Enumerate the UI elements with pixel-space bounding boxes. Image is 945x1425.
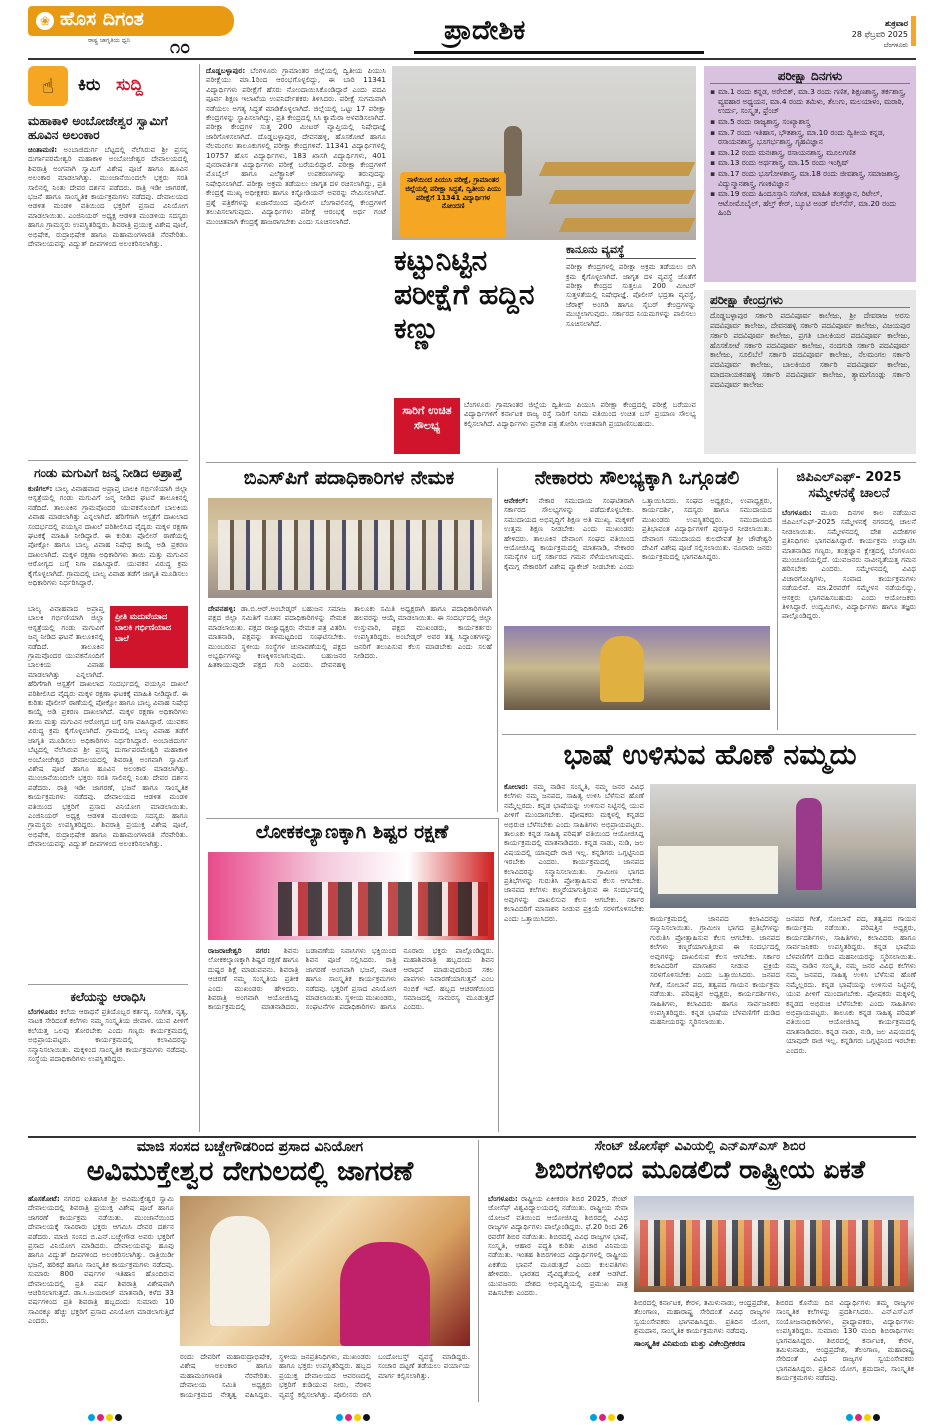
kirusuddi-label bbox=[28, 66, 190, 106]
centres-title: ಪರೀಕ್ಷಾ ಕೇಂದ್ರಗಳು bbox=[710, 294, 910, 308]
nss-story bbox=[484, 1140, 916, 1402]
kirusuddi-item-3 bbox=[28, 990, 188, 1127]
photo-idol bbox=[600, 636, 644, 702]
temple-body-2 bbox=[180, 1352, 470, 1402]
gpl-headline: ಜಿಪಿಎಲ್‌ಎಫ್- 2025 ಸಮ್ಮೇಳನಕ್ಕೆ ಚಾಲನೆ bbox=[796, 470, 902, 501]
registration-marks bbox=[336, 1406, 372, 1425]
exam-dates-box bbox=[704, 66, 916, 282]
dates-title: ಪರೀಕ್ಷಾ ದಿನಗಳು bbox=[710, 70, 910, 84]
day: ಶುಕ್ರವಾರ bbox=[884, 19, 908, 28]
column-rule bbox=[498, 818, 499, 1132]
kirusuddi-item-1 bbox=[28, 114, 188, 459]
list-item: ▪ ಮಾ.12 ರಂದು ಮನಃಶಾಸ್ತ್ರ, ರಸಾಯನಶಾಸ್ತ್ರ, ಮೂಲಗಣಿತ bbox=[710, 148, 910, 158]
temple-text: ಹಬ್ಬದ ಪ್ರಯುಕ್ತ ದೇವಾಲಯದ ಆವರಣದಲ್ಲಿ ಭಕ್ತರಿಗೆ ಕುಡಿಯುವ ನೀರು, ನೆರಳಿನ ವ್ಯವಸ್ಥೆ ಕಲ್ಪಿಸಲಾಗಿತ್ತು. ಪೊಲೀಸರು ಬಿಗಿ ಬಂದೋಬಸ್ತ್ ವ್ಯವಸ್ಥೆ ಮಾಡಿದ್ದರು. ಸಂಚಾರ ದಟ್ಟಣೆ ತಡೆಯಲು ಪರ್ಯಾಯ ಮಾರ್ಗ ಕಲ್ಪಿಸಲಾಗಿತ್ತು. bbox=[279, 1352, 470, 1399]
registration-marks bbox=[590, 1406, 626, 1425]
bhashe-headline: ಭಾಷೆ ಉಳಿಸುವ ಹೊಣೆ ನಮ್ಮದು bbox=[563, 738, 857, 771]
bsp-body bbox=[208, 604, 492, 812]
suddi-label: ಸುದ್ದಿ bbox=[116, 75, 143, 95]
photo-person bbox=[504, 126, 522, 196]
nss-text: ಶಿಬಿರದಲ್ಲಿ ಕರ್ನಾಟಕ, ಕೇರಳ, ತಮಿಳುನಾಡು, ಆಂಧ್ರಪ್ರದೇಶ, ತೆಲಂಗಾಣ, ಮಹಾರಾಷ್ಟ್ರ ಸೇರಿದಂತೆ ವಿವಿಧ ರಾಜ್ಯಗಳ ಸ್ವಯಂಸೇವಕರು ಭಾಗವಹಿಸಿದ್ದರು. ಪ್ರತಿದಿನ ಯೋಗ, ಶ್ರಮದಾನ, ಸಾಂಸ್ಕೃತಿಕ ಕಾರ್ಯಕ್ರಮಗಳು ನಡೆದವು. bbox=[634, 1298, 770, 1336]
brand-tagline: ರಾಷ್ಟ್ರ ಜಾಗೃತಿಯ ಧ್ವನಿ bbox=[88, 37, 131, 44]
row-rule bbox=[502, 734, 916, 735]
page-number: ೧೦ bbox=[170, 37, 191, 58]
nss-text: ಶಿಬಿರದಲ್ಲಿ ಕರ್ನಾಟಕ, ಕೇರಳ, ತಮಿಳುನಾಡು, ಆಂಧ್ರಪ್ರದೇಶ, ತೆಲಂಗಾಣ, ಮಹಾರಾಷ್ಟ್ರ ಸೇರಿದಂತೆ ವಿವಿಧ ರಾಜ್ಯಗಳ ಸ್ವಯಂಸೇವಕರು ಭಾಗವಹಿಸಿದ್ದರು. ಪ್ರತಿದಿನ ಯೋಗ, ಶ್ರಮದಾನ, ಸಾಂಸ್ಕೃತಿಕ ಕಾರ್ಯಕ್ರಮಗಳು ನಡೆದವು. bbox=[776, 1335, 914, 1383]
temple-story bbox=[28, 1140, 472, 1402]
dateline: ಕುಣಿಗಲ್: bbox=[28, 484, 53, 493]
weaver-photo bbox=[504, 626, 770, 710]
bhashe-body-3 bbox=[786, 914, 916, 1132]
exam-body-3: ಬೆಂಗಳೂರು ಗ್ರಾಮಾಂತರ ಜಿಲ್ಲೆಯ ದ್ವಿತೀಯ ಪಿಯುಸಿ ಪರೀಕ್ಷಾ ಕೇಂದ್ರದಲ್ಲಿ ಪರೀಕ್ಷೆ ಬರೆಯುವ ವಿದ್ಯಾರ್ಥಿಗಳಿಗೆ ಕರ್ನಾಟಕ ರಾಜ್ಯ ರಸ್ತೆ ಸಾರಿಗೆ ನಿಗಮ ವತಿಯಿಂದ ಉಚಿತ ಬಸ್ ಪ್ರಯಾಣ ಸೌಲಭ್ಯ ಕಲ್ಪಿಸಲಾಗಿದೆ. ವಿದ್ಯಾರ್ಥಿಗಳು ಪ್ರವೇಶ ಪತ್ರ ತೋರಿಸಿ ಉಚಿತವಾಗಿ ಪ್ರಯಾಣಿಸಬಹುದು. bbox=[464, 400, 696, 428]
nss-headline: ಶಿಬಿರಗಳಿಂದ ಮೂಡಲಿದೆ ರಾಷ್ಟ್ರೀಯ ಏಕತೆ bbox=[534, 1155, 866, 1185]
section-title: ಪ್ರಾದೇಶಿಕ bbox=[444, 15, 526, 46]
law-title: ಕಾನೂನು ವ್ಯವಸ್ಥೆ bbox=[566, 244, 696, 259]
photo-caption bbox=[400, 172, 506, 238]
photo-people bbox=[218, 520, 482, 590]
date-block bbox=[814, 18, 908, 51]
color-tab bbox=[911, 16, 916, 46]
date: 28 ಫೆಬ್ರವರಿ 2025 bbox=[851, 30, 908, 39]
column-rule bbox=[199, 64, 200, 1132]
exam-body-1 bbox=[206, 66, 386, 454]
item-text: ಅಂಬಾಜಿದುರ್ಗ ಬೆಟ್ಟದಲ್ಲಿ ನೆಲೆಸಿರುವ ಶ್ರೀ ಪ್ರಸನ್ನ ದುರ್ಗಾಪರಮೇಶ್ವರಿ ಮಹಾಕಾಳಿ ಅಂಬೋಜೇಶ್ವರ ದೇವಾಲಯದಲ್ಲಿ ಶಿವರಾತ್ರಿ ಅಂಗವಾಗಿ ಸ್ವಾಮಿಗೆ ವಿಶೇಷ ಪೂಜೆ ಹಾಗೂ ಹೂವಿನ ಅಲಂಕಾರ ಮಾಡಲಾಗಿತ್ತು. ಮುಂಜಾನೆಯಿಂದಲೇ ಭಕ್ತರು ಸರತಿ ಸಾಲಿನಲ್ಲಿ ನಿಂತು ದೇವರ ದರ್ಶನ ಪಡೆದರು. ರಾತ್ರಿ ಇಡೀ ಜಾಗರಣೆ, ಭಜನೆ ಹಾಗೂ ಸಾಂಸ್ಕೃತಿಕ ಕಾರ್ಯಕ್ರಮಗಳು ನಡೆದವು. ದೇವಾಲಯದ ಆಡಳಿತ ಮಂಡಳಿ ವತಿಯಿಂದ ಭಕ್ತರಿಗೆ ಪ್ರಸಾದ ವಿನಿಯೋಗ ಮಾಡಲಾಯಿತು. ಎಂಜಿನಿಯರ್ ಅಧ್ಯಕ್ಷ ಆಡಳಿತ ಮಂಡಳಿಯ ಸದಸ್ಯರು ಹಾಗೂ ಗ್ರಾಮಸ್ಥರು ಉಪಸ್ಥಿತರಿದ್ದರು. ಶಿವರಾತ್ರಿ ಪ್ರಯುಕ್ತ ವಿಶೇಷ ಪೂಜೆ, ಅಭಿಷೇಕ, ರುದ್ರಾಭಿಷೇಕ ಹಾಗೂ ಮಹಾಮಂಗಳಾರತಿ ನೆರವೇರಿತು. ದೇವಾಲಯವನ್ನು ವಿದ್ಯುತ್ ದೀಪಗಳಿಂದ ಅಲಂಕರಿಸಲಾಗಿತ್ತು. bbox=[28, 735, 188, 849]
bhashe-text: ಜನಪದ ಗೀತೆ, ಸೋಬಾನೆ ಪದ, ತತ್ವಪದ ಗಾಯನ ಕಾರ್ಯಕ್ರಮ ನಡೆಯಿತು. ಪರಿಷತ್ತಿನ ಅಧ್ಯಕ್ಷರು, ಕಾರ್ಯದರ್ಶಿಗಳು, ಸಾಹಿತಿಗಳು, ಕಲಾವಿದರು ಹಾಗೂ ಸಾರ್ವಜನಿಕರು ಉಪಸ್ಥಿತರಿದ್ದರು. ಕನ್ನಡ ಭಾಷೆಯ ಬೆಳವಣಿಗೆಗೆ ದುಡಿದ ಮಹನೀಯರನ್ನು ಸ್ಮರಿಸಲಾಯಿತು. bbox=[650, 970, 780, 1027]
item-text: ಕಲೆಯ ಆರಾಧನೆ ಪ್ರತಿಯೊಬ್ಬರ ಕರ್ತವ್ಯ. ಸಂಗೀತ, ನೃತ್ಯ, ನಾಟಕ ಸೇರಿದಂತೆ ಕಲೆಗಳು ನಮ್ಮ ಸಂಸ್ಕೃತಿಯ ಜೀವಾಳ. ಯುವ ಪೀಳಿಗೆ ಕಲೆಯತ್ತ ಒಲವು ತೋರಬೇಕು ಎಂದು ಗಣ್ಯರು ಕಾರ್ಯಕ್ರಮದಲ್ಲಿ ಅಭಿಪ್ರಾಯಪಟ್ಟರು. ಕಾರ್ಯಕ್ರಮದಲ್ಲಿ ಕಲಾವಿದರನ್ನು ಸನ್ಮಾನಿಸಲಾಯಿತು. ಮಕ್ಕಳಿಂದ ಸಾಂಸ್ಕೃತಿಕ ಕಾರ್ಯಕ್ರಮಗಳು ನಡೆದವು. ಸಂಸ್ಥೆಯ ಪದಾಧಿಕಾರಿಗಳು ಉಪಸ್ಥಿತರಿದ್ದರು. bbox=[28, 1007, 188, 1064]
photo-students bbox=[640, 1220, 908, 1286]
list-item: ▪ ಮಾ.5 ರಂದು ರಾಜ್ಯಶಾಸ್ತ್ರ, ಸಂಖ್ಯಾಶಾಸ್ತ್ರ bbox=[710, 117, 910, 127]
loka-headline: ಲೋಕಕಲ್ಯಾಣಕ್ಕಾಗಿ ಶಿಷ್ಟರ ರಕ್ಷಣೆ bbox=[255, 821, 449, 843]
photo-person bbox=[210, 1216, 270, 1326]
gpl-body bbox=[782, 508, 916, 730]
city: ಬೆಂಗಳೂರು bbox=[883, 41, 908, 49]
temple-photo bbox=[180, 1196, 470, 1346]
photo-dais bbox=[658, 846, 778, 894]
photo-desk bbox=[559, 218, 696, 232]
loka-photo bbox=[208, 852, 494, 940]
nss-subhead: ಸಾಂಸ್ಕೃತಿಕ ವಿನಿಮಯ ಮತ್ತು ವಿಕೇಂದ್ರೀಕರಣ bbox=[634, 1338, 746, 1348]
list-item: ▪ ಮಾ.17 ರಂದು ಭೂಗೋಳಶಾಸ್ತ್ರ, ಮಾ.18 ರಂದು ಜೀವಶಾಸ್ತ್ರ, ಸಮಾಜಶಾಸ್ತ್ರ, ವಿದ್ಯುನ್ಮಾನಶಾಸ್ತ್ರ, ಗಣಕವಿಜ್ಞಾನ bbox=[710, 169, 910, 188]
bsp-group-photo bbox=[208, 498, 492, 598]
pull-quote bbox=[110, 606, 188, 668]
row-rule bbox=[28, 1136, 916, 1138]
registration-marks bbox=[846, 1406, 882, 1425]
kiru-label: ಕಿರು bbox=[78, 75, 101, 95]
row-rule bbox=[206, 818, 498, 819]
caption-text: ನಾಳೆಯಿಂದ ಪಿಯುಸಿ ಪರೀಕ್ಷೆ, ಗ್ರಾಮಾಂತರ ಜಿಲ್ಲೆಯಲ್ಲಿ ಪರೀಕ್ಷಾ ಸಿದ್ಧತೆ, ದ್ವಿತೀಯ ಪಿಯು ಪರೀಕ್ಷೆಗೆ 11341 ವಿದ್ಯಾರ್ಥಿಗಳ ನೋಂದಣಿ bbox=[405, 176, 501, 211]
exam-hall-photo bbox=[392, 66, 696, 240]
divider bbox=[28, 984, 188, 985]
nss-text: ರಾಷ್ಟ್ರೀಯ ಏಕೀಕರಣ ಶಿಬಿರ 2025, ಸೇಂಟ್ ಜೋಸೆಫ್ ವಿಶ್ವವಿದ್ಯಾಲಯದಲ್ಲಿ ನಡೆಯಿತು. ರಾಷ್ಟ್ರೀಯ ಸೇವಾ ಯೋಜನೆ ವತಿಯಿಂದ ಆಯೋಜಿಸಿದ್ದ ಶಿಬಿರದಲ್ಲಿ ವಿವಿಧ ರಾಜ್ಯಗಳ ವಿದ್ಯಾರ್ಥಿಗಳು ಪಾಲ್ಗೊಂಡಿದ್ದರು. ಫೆ.20 ರಿಂದ 26 ರವರೆಗೆ ಶಿಬಿರ ನಡೆಯಿತು. ಶಿಬಿರದಲ್ಲಿ ವಿವಿಧ ರಾಜ್ಯಗಳ ಭಾಷೆ, ಸಂಸ್ಕೃತಿ, ಆಹಾರ ಪದ್ಧತಿ ಕುರಿತು ವಿಚಾರ ವಿನಿಮಯ ನಡೆಯಿತು. ಇಂತಹ ಶಿಬಿರಗಳಿಂದ ವಿದ್ಯಾರ್ಥಿಗಳಲ್ಲಿ ರಾಷ್ಟ್ರೀಯ ಏಕತೆಯ ಭಾವನೆ ಮೂಡುತ್ತದೆ ಎಂದು ಕುಲಪತಿಗಳು ಹೇಳಿದರು. ಭಾರತದ ವೈವಿಧ್ಯತೆಯಲ್ಲಿ ಏಕತೆ ಅಡಗಿದೆ. ಯುವಜನರು ದೇಶದ ಅಭಿವೃದ್ಧಿಯಲ್ಲಿ ಪ್ರಮುಖ ಪಾತ್ರ ವಹಿಸಬೇಕು ಎಂದರು. bbox=[488, 1194, 628, 1298]
masthead-rule bbox=[28, 58, 916, 60]
bhashe-body-2 bbox=[650, 914, 780, 1132]
bsp-text: ಡಾ.ಬಿ.ಆರ್.ಅಂಬೇಡ್ಕರ್ ಬಹುಜನ ಸಮಾಜ ಪಕ್ಷದ ಜಿಲ್ಲಾ ಸಮಿತಿಗೆ ನೂತನ ಪದಾಧಿಕಾರಿಗಳನ್ನು ನೇಮಕ ಮಾಡಲಾಯಿತು. ಪಕ್ಷದ ರಾಜ್ಯಾಧ್ಯಕ್ಷರು ನೇಮಕ ಪತ್ರ ವಿತರಿಸಿ ಮಾತನಾಡಿ, ಪಕ್ಷವನ್ನು ತಳಮಟ್ಟದಿಂದ ಸಂಘಟಿಸಬೇಕು. ಮುಂಬರುವ ಸ್ಥಳೀಯ ಸಂಸ್ಥೆಗಳ ಚುನಾವಣೆಯಲ್ಲಿ ಪಕ್ಷದ ಅಭ್ಯರ್ಥಿಗಳನ್ನು ಕಣಕ್ಕಿಳಿಸಲಾಗುವುದು. ಬಹುಜನರ ಹಿತಕಾಯುವುದೇ ಪಕ್ಷದ ಗುರಿ ಎಂದರು. ದೇವನಹಳ್ಳಿ ತಾಲೂಕು ಸಮಿತಿ ಅಧ್ಯಕ್ಷರಾಗಿ ಹಾಗೂ ಪದಾಧಿಕಾರಿಗಳಾಗಿ ಹಲವರನ್ನು ಆಯ್ಕೆ ಮಾಡಲಾಯಿತು. ಈ ಸಂದರ್ಭದಲ್ಲಿ ಜಿಲ್ಲಾ ಉಸ್ತುವಾರಿ, ಪಕ್ಷದ ಮುಖಂಡರು, ಕಾರ್ಯಕರ್ತರು ಉಪಸ್ಥಿತರಿದ್ದರು. ಅಂಬೇಡ್ಕರ್ ಅವರ ತತ್ವ ಸಿದ್ಧಾಂತಗಳನ್ನು ಜನರಿಗೆ ತಲುಪಿಸುವ ಕೆಲಸ ಮಾಡಬೇಕು ಎಂದು ಸಲಹೆ ನೀಡಿದರು. bbox=[208, 604, 492, 670]
registration-marks bbox=[88, 1406, 124, 1425]
weaver-text: ಸಂಘದ ಅಧ್ಯಕ್ಷರು, ಉಪಾಧ್ಯಕ್ಷರು, ಕಾರ್ಯದರ್ಶಿ, ಸದಸ್ಯರು ಹಾಗೂ ಸಮುದಾಯದ ಮುಖಂಡರು ಉಪಸ್ಥಿತರಿದ್ದರು. ಸಮುದಾಯದ ಪ್ರತಿಭಾವಂತ ವಿದ್ಯಾರ್ಥಿಗಳಿಗೆ ಪುರಸ್ಕಾರ ನೀಡಲಾಯಿತು. ದೇವಾಂಗ ಸಮುದಾಯದ ಕುಲದೇವತೆ ಶ್ರೀ ಚೌಡೇಶ್ವರಿ ದೇವಿಗೆ ವಿಶೇಷ ಪೂಜೆ ಸಲ್ಲಿಸಲಾಯಿತು. ನೂರಾರು ಜನರು ಕಾರ್ಯಕ್ರಮದಲ್ಲಿ ಭಾಗವಹಿಸಿದ್ದರು. bbox=[642, 496, 772, 562]
dates-list bbox=[710, 87, 910, 218]
list-item: ▪ ಮಾ.13 ರಂದು ಅರ್ಥಶಾಸ್ತ್ರ, ಮಾ.15 ರಂದು ಇಂಗ್ಲಿಷ್ bbox=[710, 158, 910, 168]
item-body bbox=[28, 1007, 188, 1127]
dateline: ಬೆಂಗಳೂರು: bbox=[488, 1194, 518, 1203]
nss-body-2 bbox=[634, 1298, 770, 1402]
dateline: ಆನೇಕಲ್: bbox=[504, 496, 529, 505]
item-text: ಬಾಲ್ಯ ವಿವಾಹವಾದ ಅಪ್ರಾಪ್ತ ಬಾಲಕಿ ಗರ್ಭಿಣಿಯಾಗಿ ಜಿಲ್ಲಾ ಆಸ್ಪತ್ರೆಯಲ್ಲಿ ಗಂಡು ಮಗುವಿಗೆ ಜನ್ಮ ನೀಡಿದ ಘಟನೆ ತಾಲೂಕಿನಲ್ಲಿ ನಡೆದಿದೆ. ತಾಲೂಕಿನ ಗ್ರಾಮವೊಂದರ ಯುವಕನೊಂದಿಗೆ ಬಾಲಕಿಯ ವಿವಾಹ ಮಾಡಲಾಗಿತ್ತು ಎನ್ನಲಾಗಿದೆ. ಹೆರಿಗೆಗಾಗಿ ಆಸ್ಪತ್ರೆಗೆ ದಾಖಲಾದ ಸಂದರ್ಭದಲ್ಲಿ ವಯಸ್ಸಿನ ದಾಖಲೆ ಪರಿಶೀಲಿಸಿದ ವೈದ್ಯರು ಮಕ್ಕಳ ರಕ್ಷಣಾ ಘಟಕಕ್ಕೆ ಮಾಹಿತಿ ನೀಡಿದ್ದಾರೆ. ಈ ಕುರಿತು ಪೊಲೀಸ್ ಠಾಣೆಯಲ್ಲಿ ಪೋಕ್ಸೋ ಹಾಗೂ ಬಾಲ್ಯ ವಿವಾಹ ನಿಷೇಧ ಕಾಯ್ದೆ ಅಡಿ ಪ್ರಕರಣ ದಾಖಲಾಗಿದೆ. ಮಕ್ಕಳ ರಕ್ಷಣಾ ಅಧಿಕಾರಿಗಳು ತಾಯಿ ಮತ್ತು ಮಗುವಿನ ಆರೋಗ್ಯದ ಬಗ್ಗೆ ನಿಗಾ ವಹಿಸಿದ್ದಾರೆ. ಯುವಕನ ವಿರುದ್ಧ ಕ್ರಮ ಕೈಗೊಳ್ಳಲಾಗಿದೆ. ಗ್ರಾಮದಲ್ಲಿ ಬಾಲ್ಯ ವಿವಾಹ ತಡೆಗೆ ಜಾಗೃತಿ ಮೂಡಿಸಲು ಅಧಿಕಾರಿಗಳು ನಿರ್ಧರಿಸಿದ್ದಾರೆ. bbox=[28, 484, 188, 588]
bhashe-text: ಕಾರ್ಯಕ್ರಮದಲ್ಲಿ ಜಾನಪದ ಕಲಾವಿದರನ್ನು ಸನ್ಮಾನಿಸಲಾಯಿತು. ಗ್ರಾಮೀಣ ಭಾಗದ ಪ್ರತಿಭೆಗಳನ್ನು ಗುರುತಿಸಿ ಪ್ರೋತ್ಸಾಹಿಸುವ ಕೆಲಸ ಆಗಬೇಕು. ಜಾನಪದ ಕಲೆಗಳು ಕಣ್ಮರೆಯಾಗುತ್ತಿರುವ ಈ ಸಂದರ್ಭದಲ್ಲಿ ಅವುಗಳನ್ನು ದಾಖಲಿಸುವ ಕೆಲಸ ಆಗಬೇಕು. ಸರ್ಕಾರ ಕಲಾವಿದರಿಗೆ ಮಾಸಾಶನ ನೀಡುವ ಪ್ರಕ್ರಿಯೆ ಸರಳಗೊಳಿಸಬೇಕು ಎಂದು ಒತ್ತಾಯಿಸಿದರು. bbox=[504, 857, 644, 923]
item-title: ಗಂಡು ಮಗುವಿಗೆ ಜನ್ಮ ನೀಡಿದ ಅಪ್ರಾಪ್ತೆ bbox=[34, 466, 182, 480]
kirusuddi-column bbox=[28, 64, 194, 1132]
loka-body bbox=[208, 946, 494, 1132]
bhashe-photo bbox=[650, 784, 916, 908]
finger-icon: ☝ bbox=[28, 66, 68, 106]
bsp-headline: ಬಿಎಸ್‌ಪಿಗೆ ಪದಾಧಿಕಾರಿಗಳ ನೇಮಕ bbox=[243, 467, 455, 489]
temple-body-1 bbox=[28, 1194, 174, 1402]
gpl-text: ಮೂರು ದಿನಗಳ ಕಾಲ ನಡೆಯುವ ಜಿಪಿಎಲ್‌ಎಫ್-2025 ಸಮ್ಮೇಳನಕ್ಕೆ ನಗರದಲ್ಲಿ ಚಾಲನೆ ನೀಡಲಾಯಿತು. ಸಮ್ಮೇಳನದಲ್ಲಿ ದೇಶ ವಿದೇಶಗಳ ಪ್ರತಿನಿಧಿಗಳು ಭಾಗವಹಿಸಿದ್ದಾರೆ. ಕಾರ್ಯಕ್ರಮ ಉದ್ಘಾಟಿಸಿ ಮಾತನಾಡಿದ ಗಣ್ಯರು, ತಂತ್ರಜ್ಞಾನ ಕ್ಷೇತ್ರದಲ್ಲಿ ಬೆಂಗಳೂರು ಮುಂಚೂಣಿಯಲ್ಲಿದೆ. ಯುವಜನರು ನಾವೀನ್ಯತೆಯತ್ತ ಗಮನ ಹರಿಸಬೇಕು ಎಂದರು. ಸಮ್ಮೇಳನದಲ್ಲಿ ವಿವಿಧ ವಿಚಾರಗೋಷ್ಠಿಗಳು, ಸಂವಾದ ಕಾರ್ಯಕ್ರಮಗಳು ನಡೆಯಲಿವೆ. ಮಾ.2ರವರೆಗೆ ಸಮ್ಮೇಳನ ನಡೆಯಲಿದ್ದು, ಆಸಕ್ತರು ಭಾಗವಹಿಸಬಹುದು ಎಂದು ಆಯೋಜಕರು ತಿಳಿಸಿದ್ದಾರೆ. ಉದ್ಯಮಿಗಳು, ವಿದ್ಯಾರ್ಥಿಗಳು ಹಾಗೂ ತಜ್ಞರು ಪಾಲ್ಗೊಂಡಿದ್ದರು. bbox=[782, 508, 916, 621]
photo-desk bbox=[539, 162, 696, 176]
pull-text: ಪ್ರೀತಿ ಮದುವೆಯಾದ ಬಾಲಕಿ ಗರ್ಭಿಣಿಯಾದ ಬಾಲೆ bbox=[115, 612, 172, 643]
dateline: ಕೋಲಾರ: bbox=[504, 782, 529, 791]
masthead bbox=[28, 6, 916, 58]
nss-body-1 bbox=[488, 1194, 628, 1402]
section-banner bbox=[414, 12, 704, 54]
divider bbox=[28, 460, 188, 461]
item-title: ಮಹಾಕಾಳಿ ಅಂಬೋಜೇಶ್ವರ ಸ್ವಾಮಿಗೆ ಹೂವಿನ ಅಲಂಕಾರ bbox=[28, 114, 168, 142]
temple-headline: ಅವಿಮುಕ್ತೇಶ್ವರ ದೇಗುಲದಲ್ಲಿ ಜಾಗರಣೆ bbox=[86, 1156, 414, 1188]
exam-text: ಬೆಂಗಳೂರು ಗ್ರಾಮಾಂತರ ಜಿಲ್ಲೆಯಲ್ಲಿ ದ್ವಿತೀಯ ಪಿಯುಸಿ ಪರೀಕ್ಷೆಯು ಮಾ.1ರಿಂದ ಆರಂಭಗೊಳ್ಳಲಿದ್ದು, ಈ ಬಾರಿ 11341 ವಿದ್ಯಾರ್ಥಿಗಳು ಪರೀಕ್ಷೆಗೆ ಹೆಸರು ನೋಂದಾಯಿಸಿಕೊಂಡಿದ್ದಾರೆ ಎಂದು ಪದವಿ ಪೂರ್ವ ಶಿಕ್ಷಣ ಇಲಾಖೆಯ ಉಪನಿರ್ದೇಶಕರು ತಿಳಿಸಿದರು. ಪರೀಕ್ಷೆ ಸುಗಮವಾಗಿ ನಡೆಯಲು ಅಗತ್ಯ ಸಿದ್ಧತೆ ಮಾಡಿಕೊಳ್ಳಲಾಗಿದೆ. ಜಿಲ್ಲೆಯಲ್ಲಿ ಒಟ್ಟು 17 ಪರೀಕ್ಷಾ ಕೇಂದ್ರಗಳನ್ನು ಸ್ಥಾಪಿಸಲಾಗಿದ್ದು, ಪ್ರತಿ ಕೇಂದ್ರದಲ್ಲಿ ಸಿಸಿ ಕ್ಯಾಮೆರಾ ಅಳವಡಿಸಲಾಗಿದೆ. ಪರೀಕ್ಷಾ ಕೇಂದ್ರಗಳ ಸುತ್ತ 200 ಮೀಟರ್ ವ್ಯಾಪ್ತಿಯಲ್ಲಿ ನಿಷೇಧಾಜ್ಞೆ ಜಾರಿಗೊಳಿಸಲಾಗಿದೆ. ದೊಡ್ಡಬಳ್ಳಾಪುರ, ದೇವನಹಳ್ಳಿ, ಹೊಸಕೋಟೆ ಹಾಗೂ ನೆಲಮಂಗಲ ತಾಲೂಕುಗಳಲ್ಲಿ ಪರೀಕ್ಷಾ ಕೇಂದ್ರಗಳಿವೆ. 11341 ವಿದ್ಯಾರ್ಥಿಗಳಲ್ಲಿ 10757 ಹೊಸ ವಿದ್ಯಾರ್ಥಿಗಳು, 183 ಖಾಸಗಿ ವಿದ್ಯಾರ್ಥಿಗಳು, 401 ಪುನರಾವರ್ತಿತ ವಿದ್ಯಾರ್ಥಿಗಳು ಪರೀಕ್ಷೆ ಬರೆಯಲಿದ್ದಾರೆ. bbox=[206, 66, 386, 170]
temple-text: ರಂದು ದೇವರಿಗೆ ಮಹಾರುದ್ರಾಭಿಷೇಕ, ವಿಶೇಷ ಅಲಂಕಾರ ಹಾಗೂ ಮಹಾಮಂಗಳಾರತಿ ನೆರವೇರಿತು. ದೇವಾಲಯ ಸಮಿತಿ ಅಧ್ಯಕ್ಷರು ಕಾರ್ಯಕ್ರಮದ ನೇತೃತ್ವ ವಹಿಸಿದ್ದರು. ಸ್ಥಳೀಯ ಜನಪ್ರತಿನಿಧಿಗಳು, ಮುಖಂಡರು ಹಾಗೂ ಭಕ್ತರು ಉಪಸ್ಥಿತರಿದ್ದರು. bbox=[180, 1352, 371, 1399]
photo-crowd bbox=[278, 882, 488, 936]
lotus-icon: ❀ bbox=[36, 12, 54, 30]
dateline: ಚಿಂತಾಮಣಿ: bbox=[28, 145, 58, 154]
brand-name: ಹೊಸ ದಿಗಂತ bbox=[60, 8, 144, 30]
bhashe-text: ಜನಪದ ಗೀತೆ, ಸೋಬಾನೆ ಪದ, ತತ್ವಪದ ಗಾಯನ ಕಾರ್ಯಕ್ರಮ ನಡೆಯಿತು. ಪರಿಷತ್ತಿನ ಅಧ್ಯಕ್ಷರು, ಕಾರ್ಯದರ್ಶಿಗಳು, ಸಾಹಿತಿಗಳು, ಕಲಾವಿದರು ಹಾಗೂ ಸಾರ್ವಜನಿಕರು ಉಪಸ್ಥಿತರಿದ್ದರು. ಕನ್ನಡ ಭಾಷೆಯ ಬೆಳವಣಿಗೆಗೆ ದುಡಿದ ಮಹನೀಯರನ್ನು ಸ್ಮರಿಸಲಾಯಿತು. bbox=[786, 914, 916, 961]
loka-text: ರಾತ್ರಿ ಜಾಗರಣೆ ಅಂಗವಾಗಿ ಭಜನೆ, ನಾಟಕ ಹಾಗೂ ಸಾಂಸ್ಕೃತಿಕ ಕಾರ್ಯಕ್ರಮಗಳು ನಡೆದವು. ಭಕ್ತರಿಗೆ ಪ್ರಸಾದ ವಿನಿಯೋಗ ಮಾಡಲಾಯಿತು. ಸ್ಥಳೀಯ ಮುಖಂಡರು, ಸಂಘಟನೆಗಳ ಪದಾಧಿಕಾರಿಗಳು ಹಾಗೂ ನೂರಾರು ಭಕ್ತರು ಪಾಲ್ಗೊಂಡಿದ್ದರು. bbox=[305, 946, 494, 1012]
weaver-headline: ನೇಕಾರರು ಸೌಲಭ್ಯಕ್ಕಾಗಿ ಒಗ್ಗೂಡಲಿ bbox=[534, 467, 740, 489]
list-item: ▪ ಮಾ.7 ರಂದು ಇತಿಹಾಸ, ಭೌತಶಾಸ್ತ್ರ, ಮಾ.10 ರಂದು ದ್ವಿತೀಯ ಕನ್ನಡ, ರಸಾಯನಶಾಸ್ತ್ರ, ಭೂಗರ್ಭಶಾಸ್ತ್ರ, ಗೃಹವಿಜ್ಞಾನ bbox=[710, 128, 910, 147]
weaver-body bbox=[504, 496, 772, 620]
bhashe-text: ಕಾರ್ಯಕ್ರಮದಲ್ಲಿ ಜಾನಪದ ಕಲಾವಿದರನ್ನು ಸನ್ಮಾನಿಸಲಾಯಿತು. ಗ್ರಾಮೀಣ ಭಾಗದ ಪ್ರತಿಭೆಗಳನ್ನು ಗುರುತಿಸಿ ಪ್ರೋತ್ಸಾಹಿಸುವ ಕೆಲಸ ಆಗಬೇಕು. ಜಾನಪದ ಕಲೆಗಳು ಕಣ್ಮರೆಯಾಗುತ್ತಿರುವ ಈ ಸಂದರ್ಭದಲ್ಲಿ ಅವುಗಳನ್ನು ದಾಖಲಿಸುವ ಕೆಲಸ ಆಗಬೇಕು. ಸರ್ಕಾರ ಕಲಾವಿದರಿಗೆ ಮಾಸಾಶನ ನೀಡುವ ಪ್ರಕ್ರಿಯೆ ಸರಳಗೊಳಿಸಬೇಕು ಎಂದು ಒತ್ತಾಯಿಸಿದರು. bbox=[650, 914, 780, 980]
photo-desk bbox=[549, 190, 696, 204]
item-body bbox=[28, 145, 188, 459]
centres-body: ದೊಡ್ಡಬಳ್ಳಾಪುರ ಸರ್ಕಾರಿ ಪದವಿಪೂರ್ವ ಕಾಲೇಜು, ಶ್ರೀ ದೇವರಾಜ ಅರಸು ಪದವಿಪೂರ್ವ ಕಾಲೇಜು, ದೇವನಹಳ್ಳಿ ಸರ್ಕಾರಿ ಪದವಿಪೂರ್ವ ಕಾಲೇಜು, ವಿಜಯಪುರ ಸರ್ಕಾರಿ ಪದವಿಪೂರ್ವ ಕಾಲೇಜು, ಪ್ರಗತಿ ಬಾಲಕಿಯರ ಪದವಿಪೂರ್ವ ಕಾಲೇಜು, ಹೊಸಕೋಟೆ ಸರ್ಕಾರಿ ಪದವಿಪೂರ್ವ ಕಾಲೇಜು, ನಂದಗುಡಿ ಸರ್ಕಾರಿ ಪದವಿಪೂರ್ವ ಕಾಲೇಜು, ಸೂಲಿಬೆಲೆ ಸರ್ಕಾರಿ ಪದವಿಪೂರ್ವ ಕಾಲೇಜು, ನೆಲಮಂಗಲ ಸರ್ಕಾರಿ ಪದವಿಪೂರ್ವ ಕಾಲೇಜು, ಬಾಲಕಿಯರ ಸರ್ಕಾರಿ ಪದವಿಪೂರ್ವ ಕಾಲೇಜು, ಮಾದನಾಯಕನಹಳ್ಳಿ ಸರ್ಕಾರಿ ಪದವಿಪೂರ್ವ ಕಾಲೇಜು, ತ್ಯಾಮಗೊಂಡ್ಲು ಸರ್ಕಾರಿ ಪದವಿಪೂರ್ವ ಕಾಲೇಜು bbox=[710, 311, 910, 389]
dateline: ದೊಡ್ಡಬಳ್ಳಾಪುರ: bbox=[206, 66, 246, 75]
nss-body-3 bbox=[776, 1298, 914, 1402]
exam-centres-box bbox=[704, 290, 916, 454]
nss-kicker: ಸೇಂಟ್ ಜೋಸೆಫ್ ವಿವಿಯಲ್ಲಿ ಎನ್‌ಎಸ್‌ಎಸ್ ಶಿಬಿರ bbox=[594, 1139, 806, 1154]
exam-text: ಪರೀಕ್ಷಾ ಕೇಂದ್ರಗಳಿಗೆ ಮೊಬೈಲ್ ಹಾಗೂ ಎಲೆಕ್ಟ್ರಾನಿಕ್ ಉಪಕರಣಗಳನ್ನು ತರುವುದನ್ನು ನಿಷೇಧಿಸಲಾಗಿದೆ. ಪರೀಕ್ಷಾ ಅಕ್ರಮ ತಡೆಯಲು ಜಾಗೃತ ದಳ ರಚಿಸಲಾಗಿದ್ದು, ಪ್ರತಿ ಕೇಂದ್ರಕ್ಕೆ ಮುಖ್ಯ ಅಧೀಕ್ಷಕರು ಹಾಗೂ ಕಸ್ಟೋಡಿಯನ್ ಅವರನ್ನು ನೇಮಿಸಲಾಗಿದೆ. ಪ್ರಶ್ನೆ ಪತ್ರಿಕೆಗಳನ್ನು ಖಜಾನೆಯಿಂದ ಪೊಲೀಸ್ ಬೆಂಗಾವಲಿನಲ್ಲಿ ಕೇಂದ್ರಗಳಿಗೆ ತಲುಪಿಸಲಾಗುವುದು. ವಿದ್ಯಾರ್ಥಿಗಳು ಪರೀಕ್ಷೆ ಆರಂಭಕ್ಕೆ ಅರ್ಧ ಗಂಟೆ ಮುಂಚಿತವಾಗಿ ಕೇಂದ್ರಕ್ಕೆ ಹಾಜರಾಗಬೇಕು ಎಂದು ಸೂಚಿಸಲಾಗಿದೆ. bbox=[206, 160, 386, 226]
temple-kicker: ಮಾಜಿ ಸಂಸದ ಬಚ್ಚೇಗೌಡರಿಂದ ಪ್ರಸಾದ ವಿನಿಯೋಗ bbox=[136, 1139, 364, 1155]
transport-badge bbox=[394, 398, 460, 454]
row-rule bbox=[206, 462, 916, 463]
law-box bbox=[566, 244, 696, 404]
loka-text: ಶಿವನು ಲೋಕಕಲ್ಯಾಣಕ್ಕಾಗಿ ಶಿಷ್ಟರ ರಕ್ಷಣೆ ಹಾಗೂ ದುಷ್ಟರ ಶಿಕ್ಷೆ ಮಾಡುವವನು. ಶಿವರಾತ್ರಿ ಆಚರಣೆ ನಮ್ಮ ಸಂಸ್ಕೃತಿಯ ಪ್ರತೀಕ ಎಂದು ಮುಖಂಡರು ಹೇಳಿದರು. ಶಿವರಾತ್ರಿ ಅಂಗವಾಗಿ ಆಯೋಜಿಸಿದ್ದ ಕಾರ್ಯಕ್ರಮದಲ್ಲಿ ಮಾತನಾಡಿದರು. ಬಡಾವಣೆಯ ನಿವಾಸಿಗಳು ಭಕ್ತಿಯಿಂದ ಶಿವನ ಪೂಜೆ ಸಲ್ಲಿಸಿದರು. bbox=[208, 946, 397, 1012]
photo-speaker bbox=[796, 798, 822, 890]
dateline: ಹೊಸಕೋಟೆ: bbox=[28, 1194, 60, 1203]
weaver-text: ನೇಕಾರ ಸಮುದಾಯ ಸಂಘಟಿತರಾಗಿ ಸರ್ಕಾರದ ಸೌಲಭ್ಯಗಳನ್ನು ಪಡೆದುಕೊಳ್ಳಬೇಕು. ಸಮುದಾಯದ ಅಭಿವೃದ್ಧಿಗೆ ಶಿಕ್ಷಣ ಅತಿ ಮುಖ್ಯ. ಮಕ್ಕಳಿಗೆ ಉತ್ತಮ ಶಿಕ್ಷಣ ನೀಡಬೇಕು ಎಂದು ಮುಖಂಡರು ಹೇಳಿದರು. ತಾಲೂಕಿನ ದೇವಾಂಗ ಸಂಘದ ವತಿಯಿಂದ ಆಯೋಜಿಸಿದ್ದ ಕಾರ್ಯಕ್ರಮದಲ್ಲಿ ಮಾತನಾಡಿ, ನೇಕಾರರ ಸಮಸ್ಯೆಗಳ ಬಗ್ಗೆ ಸರ್ಕಾರದ ಗಮನ ಸೆಳೆಯಲಾಗುವುದು. ಕೈಮಗ್ಗ ನೇಕಾರರಿಗೆ ವಿಶೇಷ ಪ್ಯಾಕೇಜ್ ನೀಡಬೇಕು ಎಂದು ಒತ್ತಾಯಿಸಿದರು. bbox=[504, 496, 679, 571]
brand-logo bbox=[28, 6, 234, 36]
dateline: ಬೆಂಗಳೂರು: bbox=[782, 508, 812, 517]
column-rule bbox=[777, 468, 778, 730]
nss-text: ಶಿಬಿರದ ಕೊನೆಯ ದಿನ ವಿದ್ಯಾರ್ಥಿಗಳು ತಮ್ಮ ರಾಜ್ಯಗಳ ಸಾಂಸ್ಕೃತಿಕ ಕಲೆಗಳನ್ನು ಪ್ರದರ್ಶಿಸಿದರು. ಎನ್‌ಎಸ್‌ಎಸ್ ಸಂಯೋಜನಾಧಿಕಾರಿಗಳು, ಪ್ರಾಧ್ಯಾಪಕರು, ವಿದ್ಯಾರ್ಥಿಗಳು ಉಪಸ್ಥಿತರಿದ್ದರು. ಸುಮಾರು 130 ಮಂದಿ ಶಿಬಿರಾರ್ಥಿಗಳು ಭಾಗವಹಿಸಿದ್ದರು. bbox=[776, 1298, 914, 1345]
bhashe-text: ನಮ್ಮ ನಾಡಿನ ಸಂಸ್ಕೃತಿ, ನಮ್ಮ ಜನರ ವಿವಿಧ ಕಲೆಗಳು ನಮ್ಮ ಜನಪದ, ಸಾಹಿತ್ಯ ಉಳಿಸಿ ಬೆಳೆಸುವ ಹೊಣೆ ನಮ್ಮೆಲ್ಲರದು. ಕನ್ನಡ ಭಾಷೆಯನ್ನು ಉಳಿಸುವ ನಿಟ್ಟಿನಲ್ಲಿ ಯುವ ಪೀಳಿಗೆ ಮುಂದಾಗಬೇಕು. ಪೋಷಕರು ಮಕ್ಕಳಲ್ಲಿ ಕನ್ನಡದ ಅಭಿರುಚಿ ಬೆಳೆಸಬೇಕು ಎಂದು ಸಾಹಿತಿಗಳು ಅಭಿಪ್ರಾಯಪಟ್ಟರು. ತಾಲೂಕು ಕನ್ನಡ ಸಾಹಿತ್ಯ ಪರಿಷತ್ ವತಿಯಿಂದ ಆಯೋಜಿಸಿದ್ದ ಕಾರ್ಯಕ್ರಮದಲ್ಲಿ ಮಾತನಾಡಿದರು. ಕನ್ನಡ ನಾಡು, ನುಡಿ, ಜಲ ವಿಷಯದಲ್ಲಿ ಯಾವುದೇ ರಾಜಿ ಇಲ್ಲ. ಕನ್ನಡಿಗರು ಒಗ್ಗಟ್ಟಿನಿಂದ ಇರಬೇಕು ಎಂದರು. bbox=[786, 961, 916, 1055]
law-body: ಪರೀಕ್ಷಾ ಕೇಂದ್ರಗಳಲ್ಲಿ ಪರೀಕ್ಷಾ ಅಕ್ರಮ ತಡೆಯಲು ಬಿಗಿ ಕ್ರಮ ಕೈಗೊಳ್ಳಲಾಗಿದೆ. ಜಾಗೃತ ದಳ ವ್ಯವಸ್ಥೆ ಜೊತೆಗೆ ಪರೀಕ್ಷಾ ಕೇಂದ್ರದ ಸುತ್ತಲೂ 200 ಮೀಟರ್ ಸುತ್ತಳತೆಯಲ್ಲಿ ನಿಷೇಧಾಜ್ಞೆ. ಪೊಲೀಸ್ ಭದ್ರತಾ ವ್ಯವಸ್ಥೆ, ಜೆರಾಕ್ಸ್ ಅಂಗಡಿ ಹಾಗೂ ಸೈಬರ್ ಕೇಂದ್ರಗಳನ್ನು ಮುಚ್ಚಲಾಗುವುದು. ಸರ್ಕಾರದ ನಿಯಮಗಳನ್ನು ಪಾಲಿಸಲು ಸೂಚಿಸಲಾಗಿದೆ. bbox=[566, 262, 696, 328]
item-title: ಕಲೆಯನ್ನು ಆರಾಧಿಸಿ bbox=[70, 990, 146, 1004]
item-body bbox=[28, 484, 188, 604]
dateline: ದೇವನಹಳ್ಳಿ: bbox=[208, 604, 236, 613]
nss-group-photo bbox=[634, 1196, 914, 1292]
list-item: ▪ ಮಾ.1 ರಂದು ಕನ್ನಡ, ಅರೇಬಿಕ್, ಮಾ.3 ರಂದು ಗಣಿತ, ಶಿಕ್ಷಣಶಾಸ್ತ್ರ, ತರ್ಕಶಾಸ್ತ್ರ, ವ್ಯವಹಾರ ಅಧ್ಯಯನ, ಮಾ.4 ರಂದು ತಮಿಳು, ತೆಲುಗು, ಮಲಯಾಳಂ, ಮರಾಠಿ, ಉರ್ದು, ಸಂಸ್ಕೃತ, ಫ್ರೆಂಚ್ bbox=[710, 87, 910, 116]
bhashe-body-1 bbox=[504, 782, 644, 1132]
photo-woman bbox=[340, 1242, 430, 1346]
item-text: ಅಂಬಾಜಿದುರ್ಗ ಬೆಟ್ಟದಲ್ಲಿ ನೆಲೆಸಿರುವ ಶ್ರೀ ಪ್ರಸನ್ನ ದುರ್ಗಾಪರಮೇಶ್ವರಿ ಮಹಾಕಾಳಿ ಅಂಬೋಜೇಶ್ವರ ದೇವಾಲಯದಲ್ಲಿ ಶಿವರಾತ್ರಿ ಅಂಗವಾಗಿ ಸ್ವಾಮಿಗೆ ವಿಶೇಷ ಪೂಜೆ ಹಾಗೂ ಹೂವಿನ ಅಲಂಕಾರ ಮಾಡಲಾಗಿತ್ತು. ಮುಂಜಾನೆಯಿಂದಲೇ ಭಕ್ತರು ಸರತಿ ಸಾಲಿನಲ್ಲಿ ನಿಂತು ದೇವರ ದರ್ಶನ ಪಡೆದರು. ರಾತ್ರಿ ಇಡೀ ಜಾಗರಣೆ, ಭಜನೆ ಹಾಗೂ ಸಾಂಸ್ಕೃತಿಕ ಕಾರ್ಯಕ್ರಮಗಳು ನಡೆದವು. ದೇವಾಲಯದ ಆಡಳಿತ ಮಂಡಳಿ ವತಿಯಿಂದ ಭಕ್ತರಿಗೆ ಪ್ರಸಾದ ವಿನಿಯೋಗ ಮಾಡಲಾಯಿತು. ಎಂಜಿನಿಯರ್ ಅಧ್ಯಕ್ಷ ಆಡಳಿತ ಮಂಡಳಿಯ ಸದಸ್ಯರು ಹಾಗೂ ಗ್ರಾಮಸ್ಥರು ಉಪಸ್ಥಿತರಿದ್ದರು. ಶಿವರಾತ್ರಿ ಪ್ರಯುಕ್ತ ವಿಶೇಷ ಪೂಜೆ, ಅಭಿಷೇಕ, ರುದ್ರಾಭಿಷೇಕ ಹಾಗೂ ಮಹಾಮಂಗಳಾರತಿ ನೆರವೇರಿತು. ದೇವಾಲಯವನ್ನು ವಿದ್ಯುತ್ ದೀಪಗಳಿಂದ ಅಲಂಕರಿಸಲಾಗಿತ್ತು. bbox=[28, 145, 188, 249]
loka-text: ಮಹಾಶಿವರಾತ್ರಿ ಹಬ್ಬದಂದು ಶಿವನ ಆರಾಧನೆ ಮಾಡುವುದರಿಂದ ಸಕಲ ಪಾಪಗಳು ನಿವಾರಣೆಯಾಗುತ್ತವೆ ಎಂಬ ನಂಬಿಕೆ ಇದೆ. ಹಬ್ಬದ ಆಚರಣೆಯಿಂದ ಸಮಾಜದಲ್ಲಿ ಸಾಮರಸ್ಯ ಮೂಡುತ್ತದೆ ಎಂದರು. bbox=[403, 955, 494, 1012]
item-text: ಬಾಲ್ಯ ವಿವಾಹವಾದ ಅಪ್ರಾಪ್ತ ಬಾಲಕಿ ಗರ್ಭಿಣಿಯಾಗಿ ಜಿಲ್ಲಾ ಆಸ್ಪತ್ರೆಯಲ್ಲಿ ಗಂಡು ಮಗುವಿಗೆ ಜನ್ಮ ನೀಡಿದ ಘಟನೆ ತಾಲೂಕಿನಲ್ಲಿ ನಡೆದಿದೆ. ತಾಲೂಕಿನ ಗ್ರಾಮವೊಂದರ ಯುವಕನೊಂದಿಗೆ ಬಾಲಕಿಯ ವಿವಾಹ ಮಾಡಲಾಗಿತ್ತು ಎನ್ನಲಾಗಿದೆ. ಹೆರಿಗೆಗಾಗಿ ಆಸ್ಪತ್ರೆಗೆ ದಾಖಲಾದ ಸಂದರ್ಭದಲ್ಲಿ ವಯಸ್ಸಿನ ದಾಖಲೆ ಪರಿಶೀಲಿಸಿದ ವೈದ್ಯರು ಮಕ್ಕಳ ರಕ್ಷಣಾ ಘಟಕಕ್ಕೆ ಮಾಹಿತಿ ನೀಡಿದ್ದಾರೆ. ಈ ಕುರಿತು ಪೊಲೀಸ್ ಠಾಣೆಯಲ್ಲಿ ಪೋಕ್ಸೋ ಹಾಗೂ ಬಾಲ್ಯ ವಿವಾಹ ನಿಷೇಧ ಕಾಯ್ದೆ ಅಡಿ ಪ್ರಕರಣ ದಾಖಲಾಗಿದೆ. ಮಕ್ಕಳ ರಕ್ಷಣಾ ಅಧಿಕಾರಿಗಳು ತಾಯಿ ಮತ್ತು ಮಗುವಿನ ಆರೋಗ್ಯದ ಬಗ್ಗೆ ನಿಗಾ ವಹಿಸಿದ್ದಾರೆ. ಯುವಕನ ವಿರುದ್ಧ ಕ್ರಮ ಕೈಗೊಳ್ಳಲಾಗಿದೆ. ಗ್ರಾಮದಲ್ಲಿ ಬಾಲ್ಯ ವಿವಾಹ ತಡೆಗೆ ಜಾಗೃತಿ ಮೂಡಿಸಲು ಅಧಿಕಾರಿಗಳು ನಿರ್ಧರಿಸಿದ್ದಾರೆ. bbox=[28, 604, 188, 745]
temple-text: ನಗರದ ಐತಿಹಾಸಿಕ ಶ್ರೀ ಅವಿಮುಕ್ತೇಶ್ವರ ಸ್ವಾಮಿ ದೇವಾಲಯದಲ್ಲಿ ಶಿವರಾತ್ರಿ ಪ್ರಯುಕ್ತ ವಿಶೇಷ ಪೂಜೆ ಹಾಗೂ ಜಾಗರಣೆ ಕಾರ್ಯಕ್ರಮ ನಡೆಯಿತು. ಮುಂಜಾನೆಯಿಂದ ದೇವಾಲಯಕ್ಕೆ ಸಾವಿರಾರು ಭಕ್ತರು ಆಗಮಿಸಿ ದೇವರ ದರ್ಶನ ಪಡೆದರು. ಮಾಜಿ ಸಂಸದ ಬಿ.ಎನ್.ಬಚ್ಚೇಗೌಡ ಅವರು ಭಕ್ತರಿಗೆ ಪ್ರಸಾದ ವಿನಿಯೋಗ ಮಾಡಿದರು. ದೇವಾಲಯವನ್ನು ಹೂವು ಹಾಗೂ ವಿದ್ಯುತ್ ದೀಪಗಳಿಂದ ಅಲಂಕರಿಸಲಾಗಿತ್ತು. ರಾತ್ರಿಯಿಡೀ ಭಜನೆ, ಹರಿಕಥೆ ಹಾಗೂ ಸಾಂಸ್ಕೃತಿಕ ಕಾರ್ಯಕ್ರಮಗಳು ನಡೆದವು. ಸುಮಾರು 800 ವರ್ಷಗಳ ಇತಿಹಾಸ ಹೊಂದಿರುವ ದೇವಾಲಯದಲ್ಲಿ ಪ್ರತಿ ವರ್ಷ ಶಿವರಾತ್ರಿ ವಿಶೇಷವಾಗಿ ಆಚರಿಸಲಾಗುತ್ತದೆ. ಡಾ.ಸಿ.ಜಯರಾಜ್ ಮಾತನಾಡಿ, ಕಳೆದ 33 ವರ್ಷಗಳಿಂದ ಪ್ರತಿ ಶಿವರಾತ್ರಿ ಹಬ್ಬದಂದು ಸುಮಾರು 10 ಸಾವಿರಕ್ಕೂ ಹೆಚ್ಚು ಭಕ್ತರಿಗೆ ಪ್ರಸಾದ ವಿನಿಯೋಗ ಮಾಡಲಾಗುತ್ತಿದೆ ಎಂದರು. bbox=[28, 1194, 174, 1326]
dateline: ಬೆಂಗಳೂರು: bbox=[28, 1007, 58, 1016]
badge-text: ಸಾರಿಗೆ ಉಚಿತ ಸೌಲಭ್ಯ bbox=[402, 404, 452, 432]
bhashe-text: ನಮ್ಮ ನಾಡಿನ ಸಂಸ್ಕೃತಿ, ನಮ್ಮ ಜನರ ವಿವಿಧ ಕಲೆಗಳು ನಮ್ಮ ಜನಪದ, ಸಾಹಿತ್ಯ ಉಳಿಸಿ ಬೆಳೆಸುವ ಹೊಣೆ ನಮ್ಮೆಲ್ಲರದು. ಕನ್ನಡ ಭಾಷೆಯನ್ನು ಉಳಿಸುವ ನಿಟ್ಟಿನಲ್ಲಿ ಯುವ ಪೀಳಿಗೆ ಮುಂದಾಗಬೇಕು. ಪೋಷಕರು ಮಕ್ಕಳಲ್ಲಿ ಕನ್ನಡದ ಅಭಿರುಚಿ ಬೆಳೆಸಬೇಕು ಎಂದು ಸಾಹಿತಿಗಳು ಅಭಿಪ್ರಾಯಪಟ್ಟರು. ತಾಲೂಕು ಕನ್ನಡ ಸಾಹಿತ್ಯ ಪರಿಷತ್ ವತಿಯಿಂದ ಆಯೋಜಿಸಿದ್ದ ಕಾರ್ಯಕ್ರಮದಲ್ಲಿ ಮಾತನಾಡಿದರು. ಕನ್ನಡ ನಾಡು, ನುಡಿ, ಜಲ ವಿಷಯದಲ್ಲಿ ಯಾವುದೇ ರಾಜಿ ಇಲ್ಲ. ಕನ್ನಡಿಗರು ಒಗ್ಗಟ್ಟಿನಿಂದ ಇರಬೇಕು ಎಂದರು. bbox=[504, 782, 644, 867]
kirusuddi-item-2 bbox=[28, 466, 188, 952]
exam-headline: ಕಟ್ಟುನಿಟ್ಟಿನ ಪರೀಕ್ಷೆಗೆ ಹದ್ದಿನ ಕಣ್ಣು bbox=[394, 244, 535, 345]
dateline: ರಾಜರಾಜೇಶ್ವರಿ ನಗರ: bbox=[208, 946, 271, 955]
column-rule bbox=[478, 1140, 479, 1402]
list-item: ▪ ಮಾ.19 ರಂದು ಹಿಂದೂಸ್ತಾನಿ ಸಂಗೀತ, ಮಾಹಿತಿ ತಂತ್ರಜ್ಞಾನ, ರಿಟೇಲ್, ಆಟೋಮೊಬೈಲ್, ಹೆಲ್ತ್ ಕೇರ್, ಬ್ಯೂಟಿ ಅಂಡ್ ವೆಲ್‌ನೆಸ್, ಮಾ.20 ರಂದು ಹಿಂದಿ bbox=[710, 189, 910, 218]
column-rule bbox=[497, 468, 498, 812]
